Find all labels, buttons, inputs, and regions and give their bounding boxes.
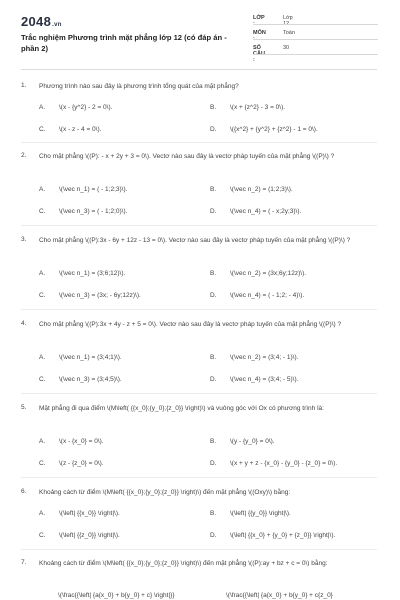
option-c[interactable] (39, 376, 122, 383)
option-text: \(\vec n_1) = (3;6;12)\). (59, 270, 126, 277)
option-text: \(\left| {{x_0}} \right|\). (59, 510, 120, 517)
question-number: 1. (21, 82, 27, 89)
logo-suffix: .vn (52, 22, 62, 28)
meta-class-value: Lớp 12 (283, 15, 293, 27)
option-letter: A. (39, 270, 46, 277)
option-letter: A. (39, 186, 46, 193)
option-a[interactable] (39, 354, 122, 361)
option-text: \(\vec n_3) = (3;4;5)\). (59, 376, 122, 383)
option-a[interactable] (39, 186, 127, 193)
option-text: \(x + {z^2} - 3 = 0\). (230, 104, 286, 111)
option-text: \(\vec n_2) = (1;2;3)\). (230, 186, 293, 193)
question-separator (21, 549, 377, 550)
option-letter: D. (210, 460, 217, 467)
site-logo[interactable] (21, 14, 62, 29)
option-b[interactable] (210, 186, 293, 193)
option-c[interactable] (39, 532, 120, 539)
question-number: 4. (21, 320, 27, 327)
option-text: \(\frac{{\left| {a{x_0} + b{y_0} + c{z_0} (226, 592, 333, 599)
option-d[interactable] (210, 532, 335, 539)
option-letter: D. (210, 208, 217, 215)
option-text: \(x - z - 4 = 0\). (59, 126, 102, 133)
question-text: Cho mặt phẳng \((P):3x + 4y - z + 5 = 0\). Vectơ nào sau đây là vectơ pháp tuyến của mặt phẳng \((P)\) ? (39, 321, 342, 328)
question-text: Cho mặt phẳng \((P): - x + 2y + 3 = 0\). Vectơ nào sau đây là vectơ pháp tuyến của mặt phẳng \((P)\) ? (39, 153, 335, 160)
option-a[interactable] (39, 104, 112, 111)
option-letter: A. (39, 104, 46, 111)
option-b[interactable] (210, 510, 291, 517)
option-d[interactable] (210, 126, 318, 133)
option-text: \(y - {y_0} = 0\). (230, 438, 275, 445)
option-c[interactable] (39, 292, 141, 299)
question-separator (21, 393, 377, 394)
option-letter: D. (210, 292, 217, 299)
option-a[interactable] (39, 438, 104, 445)
question-number: 5. (21, 404, 27, 411)
option-text: \(\vec n_3) = ( - 1;2;0)\). (59, 208, 128, 215)
option-letter: B. (210, 354, 217, 361)
meta-subject-value: Toán (283, 30, 295, 36)
option-letter: A. (39, 438, 46, 445)
option-text: \(\left| {{y_0}} \right|\). (230, 510, 291, 517)
question-text: Mặt phẳng đi qua điểm \(M\left( {{x_0};{y_0};{z_0}} \right)\) và vuông góc với Ox có phương trình là: (39, 405, 324, 412)
option-letter: B. (210, 104, 217, 111)
meta-divider (253, 24, 378, 25)
option-text: \(\vec n_1) = (3;4;1)\). (59, 354, 122, 361)
question-number: 3. (21, 236, 27, 243)
option-text: \(\vec n_4) = ( - x;2y;3)\). (230, 208, 302, 215)
option-letter: C. (39, 460, 46, 467)
meta-subject-label: MÔN : (253, 30, 266, 42)
page-header (0, 0, 400, 68)
option-d[interactable] (210, 376, 298, 383)
option-d[interactable] (210, 292, 304, 299)
option-text: \(\vec n_4) = (3;4; - 5)\). (230, 376, 299, 383)
option-partial[interactable] (226, 592, 333, 599)
question-text: Khoảng cách từ điểm \(M\left( {{x_0};{y_0};{z_0}} \right)\) đến mặt phẳng \((P):ay + bz + c = 0\) bằng: (39, 560, 328, 567)
option-text: \(\left| {{z_0}} \right|\). (59, 532, 120, 539)
question-separator (21, 142, 377, 143)
option-c[interactable] (39, 460, 104, 467)
option-text: \(\vec n_2) = (3x;6y;12z)\). (230, 270, 307, 277)
option-text: \(x + y + z - {x_0} - {y_0} - {z_0} = 0\). (230, 460, 338, 467)
question-separator (21, 225, 377, 226)
option-text: \(\vec n_2) = (3;4; - 1)\). (230, 354, 299, 361)
option-d[interactable] (210, 460, 337, 467)
option-b[interactable] (210, 104, 285, 111)
option-text: \({x^2} + {y^2} + {z^2} - 1 = 0\). (230, 126, 318, 133)
option-text: \(\vec n_4) = ( - 1;2; - 4)\). (230, 292, 305, 299)
question-number: 7. (21, 559, 27, 566)
option-partial[interactable] (58, 592, 175, 599)
question-number: 2. (21, 152, 27, 159)
option-letter: C. (39, 532, 46, 539)
option-b[interactable] (210, 438, 275, 445)
option-letter: C. (39, 208, 46, 215)
option-letter: B. (210, 270, 217, 277)
option-letter: C. (39, 376, 46, 383)
option-c[interactable] (39, 208, 127, 215)
option-letter: D. (210, 126, 217, 133)
question-text: Cho mặt phẳng \((P):3x - 6y + 12z - 13 = 0\). Vectơ nào sau đây là vectơ pháp tuyến của mặt phẳng \((P)\) ? (39, 237, 351, 244)
option-letter: A. (39, 510, 46, 517)
header-divider (21, 69, 377, 70)
option-text: \(\vec n_3) = (3x; - 6y;12z)\). (59, 292, 141, 299)
meta-count-value: 30 (283, 45, 290, 51)
option-text: \(x - {x_0} = 0\). (59, 438, 104, 445)
meta-class-label: LỚP : (253, 15, 265, 27)
document-title: Trắc nghiệm Phương trình mặt phẳng lớp 12 (có đáp án - phần 2) (21, 33, 227, 53)
meta-count-label: SỐ CÂU : (253, 45, 265, 63)
option-text: \(z - {z_0} = 0\). (59, 460, 104, 467)
option-b[interactable] (210, 354, 298, 361)
question-separator (21, 309, 377, 310)
option-letter: B. (210, 438, 217, 445)
option-b[interactable] (210, 270, 306, 277)
option-letter: C. (39, 292, 46, 299)
question-text: Phương trình nào sau đây là phương trình tổng quát của mặt phẳng? (39, 83, 239, 90)
option-a[interactable] (39, 270, 125, 277)
logo-text: 2048 (21, 14, 52, 29)
option-letter: C. (39, 126, 46, 133)
option-text: \(\frac{{\left| {a{x_0} + b{y_0} + c} \right|}} (58, 592, 175, 599)
question-number: 6. (21, 488, 27, 495)
option-letter: A. (39, 354, 46, 361)
option-text: \(x - {y^2} - 2 = 0\). (59, 104, 113, 111)
option-c[interactable] (39, 126, 101, 133)
meta-divider (253, 39, 378, 40)
option-text: \(\left| {{x_0} + {y_0} + {z_0}} \right|\). (230, 532, 336, 539)
option-letter: B. (210, 510, 217, 517)
option-letter: B. (210, 186, 217, 193)
question-text: Khoảng cách từ điểm \(M\left( {{x_0};{y_0};{z_0}} \right)\) đến mặt phẳng \((Oxy)\) bằng: (39, 489, 291, 496)
option-letter: D. (210, 376, 217, 383)
option-letter: D. (210, 532, 217, 539)
option-d[interactable] (210, 208, 301, 215)
question-separator (21, 477, 377, 478)
meta-divider (253, 54, 378, 55)
option-a[interactable] (39, 510, 120, 517)
option-text: \(\vec n_1) = ( - 1;2;3)\). (59, 186, 128, 193)
